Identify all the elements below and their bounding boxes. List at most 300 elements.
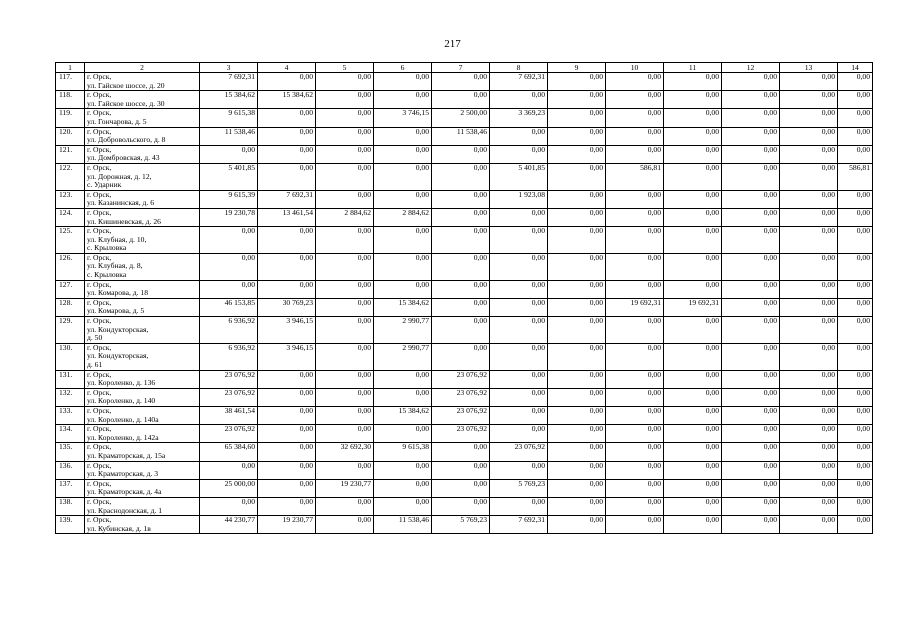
value-cell: 0,00	[374, 253, 432, 280]
value-cell: 0,00	[664, 109, 722, 127]
value-cell: 0,00	[664, 208, 722, 226]
column-header: 6	[374, 63, 432, 73]
address-line: ул. Клубная, д. 10,	[87, 234, 147, 244]
value-cell: 0,00	[374, 280, 432, 298]
value-cell: 0,00	[490, 343, 548, 370]
value-cell: 0,00	[374, 163, 432, 190]
value-cell: 0,00	[258, 443, 316, 461]
value-cell: 0,00	[606, 388, 664, 406]
address-line: г. Орск,	[87, 108, 112, 118]
value-cell: 0,00	[432, 280, 490, 298]
address-line: ул. Короленко, д. 140а	[87, 414, 159, 424]
value-cell: 0,00	[606, 208, 664, 226]
value-cell: 0,00	[548, 298, 606, 316]
value-cell: 0,00	[722, 127, 780, 145]
value-cell: 0,00	[780, 127, 838, 145]
value-cell: 13 461,54	[258, 208, 316, 226]
row-number: 121.	[56, 145, 85, 163]
value-cell: 0,00	[780, 388, 838, 406]
value-cell: 0,00	[548, 280, 606, 298]
value-cell: 0,00	[664, 317, 722, 344]
value-cell: 0,00	[316, 388, 374, 406]
value-cell: 0,00	[258, 497, 316, 515]
value-cell: 0,00	[780, 253, 838, 280]
header-row	[56, 63, 873, 73]
value-cell: 0,00	[606, 516, 664, 534]
address-line: ул. Гончарова, д. 5	[87, 116, 147, 126]
value-cell: 0,00	[548, 388, 606, 406]
table-row	[56, 109, 873, 127]
value-cell: 0,00	[374, 370, 432, 388]
value-cell: 0,00	[258, 370, 316, 388]
value-cell: 0,00	[490, 145, 548, 163]
address-line: г. Орск,	[87, 515, 112, 525]
address-cell	[85, 127, 200, 145]
address-cell	[85, 280, 200, 298]
value-cell: 0,00	[200, 461, 258, 479]
value-cell: 0,00	[432, 145, 490, 163]
value-cell: 23 076,92	[200, 388, 258, 406]
value-cell: 0,00	[258, 109, 316, 127]
value-cell: 19 230,77	[316, 479, 374, 497]
value-cell: 0,00	[838, 406, 873, 424]
value-cell: 0,00	[838, 443, 873, 461]
value-cell: 0,00	[200, 145, 258, 163]
value-cell: 3 946,15	[258, 317, 316, 344]
table-row	[56, 73, 873, 91]
value-cell: 0,00	[548, 145, 606, 163]
value-cell: 0,00	[606, 91, 664, 109]
value-cell: 0,00	[722, 343, 780, 370]
value-cell: 0,00	[664, 163, 722, 190]
value-cell: 6 936,92	[200, 317, 258, 344]
value-cell: 0,00	[258, 280, 316, 298]
value-cell: 0,00	[838, 145, 873, 163]
value-cell: 0,00	[664, 91, 722, 109]
value-cell: 23 076,92	[432, 406, 490, 424]
row-number: 136.	[56, 461, 85, 479]
row-number: 128.	[56, 298, 85, 316]
value-cell: 38 461,54	[200, 406, 258, 424]
address-line: ул. Казанинская, д. 6	[87, 198, 155, 208]
address-line: ул. Кондукторская,	[87, 324, 149, 334]
address-line: г. Орск,	[87, 190, 112, 199]
address-line: ул. Клубная, д. 8,	[87, 261, 143, 271]
address-cell	[85, 370, 200, 388]
value-cell: 0,00	[374, 425, 432, 443]
value-cell: 0,00	[606, 497, 664, 515]
value-cell: 0,00	[432, 190, 490, 208]
table-row	[56, 280, 873, 298]
value-cell: 0,00	[432, 461, 490, 479]
row-number: 126.	[56, 253, 85, 280]
value-cell: 0,00	[722, 461, 780, 479]
table-row	[56, 343, 873, 370]
column-header: 10	[606, 63, 664, 73]
value-cell: 0,00	[606, 127, 664, 145]
value-cell: 0,00	[490, 91, 548, 109]
value-cell: 0,00	[838, 109, 873, 127]
address-cell	[85, 317, 200, 344]
value-cell: 0,00	[838, 227, 873, 254]
value-cell: 0,00	[316, 461, 374, 479]
value-cell: 23 076,92	[432, 388, 490, 406]
value-cell: 0,00	[316, 343, 374, 370]
value-cell: 0,00	[606, 253, 664, 280]
row-number: 135.	[56, 443, 85, 461]
value-cell: 0,00	[780, 208, 838, 226]
value-cell: 19 692,31	[664, 298, 722, 316]
value-cell: 0,00	[432, 208, 490, 226]
value-cell: 0,00	[432, 343, 490, 370]
address-line: ул. Гайское шоссе, д. 30	[87, 98, 165, 108]
value-cell: 0,00	[664, 479, 722, 497]
row-number: 123.	[56, 190, 85, 208]
value-cell: 19 230,77	[258, 516, 316, 534]
value-cell: 0,00	[490, 425, 548, 443]
address-line: г. Орск,	[87, 406, 112, 415]
column-header: 5	[316, 63, 374, 73]
value-cell: 0,00	[664, 406, 722, 424]
value-cell: 0,00	[374, 145, 432, 163]
value-cell: 0,00	[664, 127, 722, 145]
row-number: 133.	[56, 406, 85, 424]
table-row	[56, 253, 873, 280]
value-cell: 0,00	[722, 425, 780, 443]
value-cell: 0,00	[258, 73, 316, 91]
value-cell: 9 615,38	[374, 443, 432, 461]
address-line: ул. Короленко, д. 142а	[87, 432, 159, 442]
address-line: ул. Домбровская, д. 43	[87, 153, 160, 163]
value-cell: 0,00	[374, 227, 432, 254]
address-line: г. Орск,	[87, 479, 112, 488]
value-cell: 0,00	[548, 343, 606, 370]
value-cell: 7 692,31	[490, 73, 548, 91]
address-line: г. Орск,	[87, 370, 112, 379]
value-cell: 0,00	[258, 253, 316, 280]
value-cell: 0,00	[374, 479, 432, 497]
table-row	[56, 227, 873, 254]
value-cell: 0,00	[316, 253, 374, 280]
value-cell: 23 076,92	[200, 370, 258, 388]
value-cell: 0,00	[664, 190, 722, 208]
value-cell: 0,00	[432, 73, 490, 91]
value-cell: 0,00	[316, 317, 374, 344]
value-cell: 0,00	[838, 298, 873, 316]
value-cell: 0,00	[548, 479, 606, 497]
value-cell: 0,00	[548, 253, 606, 280]
address-cell	[85, 109, 200, 127]
value-cell: 0,00	[838, 425, 873, 443]
value-cell: 0,00	[722, 190, 780, 208]
value-cell: 0,00	[374, 127, 432, 145]
column-header: 11	[664, 63, 722, 73]
value-cell: 0,00	[722, 479, 780, 497]
value-cell: 0,00	[838, 461, 873, 479]
row-number: 134.	[56, 425, 85, 443]
value-cell: 586,81	[606, 163, 664, 190]
value-cell: 0,00	[316, 298, 374, 316]
value-cell: 5 769,23	[432, 516, 490, 534]
value-cell: 0,00	[780, 425, 838, 443]
value-cell: 0,00	[316, 190, 374, 208]
value-cell: 0,00	[780, 406, 838, 424]
address-line: г. Орск,	[87, 163, 112, 172]
value-cell: 0,00	[722, 317, 780, 344]
table-row	[56, 516, 873, 534]
address-cell	[85, 227, 200, 254]
address-line: ул. Короленко, д. 140	[87, 396, 156, 406]
value-cell: 15 384,62	[374, 298, 432, 316]
value-cell: 0,00	[838, 370, 873, 388]
value-cell: 0,00	[722, 388, 780, 406]
value-cell: 0,00	[490, 388, 548, 406]
value-cell: 7 692,31	[258, 190, 316, 208]
value-cell: 0,00	[548, 127, 606, 145]
value-cell: 2 990,77	[374, 343, 432, 370]
value-cell: 0,00	[838, 127, 873, 145]
address-line: г. Орск,	[87, 343, 112, 352]
value-cell: 0,00	[838, 343, 873, 370]
value-cell: 0,00	[258, 388, 316, 406]
value-cell: 0,00	[316, 91, 374, 109]
value-cell: 2 884,62	[374, 208, 432, 226]
address-line: ул. Кишиневская, д. 26	[87, 216, 161, 226]
value-cell: 0,00	[548, 190, 606, 208]
value-cell: 0,00	[722, 497, 780, 515]
value-cell: 0,00	[490, 497, 548, 515]
value-cell: 15 384,62	[374, 406, 432, 424]
address-cell	[85, 443, 200, 461]
address-line: с. Крыловка	[87, 270, 127, 280]
value-cell: 15 384,62	[258, 91, 316, 109]
column-header: 14	[838, 63, 873, 73]
value-cell: 5 401,85	[490, 163, 548, 190]
value-cell: 0,00	[316, 370, 374, 388]
value-cell: 0,00	[722, 208, 780, 226]
value-cell: 0,00	[722, 163, 780, 190]
value-cell: 0,00	[490, 370, 548, 388]
value-cell: 0,00	[838, 317, 873, 344]
row-number: 122.	[56, 163, 85, 190]
column-header: 7	[432, 63, 490, 73]
value-cell: 19 692,31	[606, 298, 664, 316]
value-cell: 0,00	[606, 343, 664, 370]
value-cell: 0,00	[548, 109, 606, 127]
address-line: ул. Комарова, д. 5	[87, 306, 145, 316]
value-cell: 0,00	[780, 343, 838, 370]
value-cell: 0,00	[606, 317, 664, 344]
address-cell	[85, 343, 200, 370]
value-cell: 9 615,39	[200, 190, 258, 208]
value-cell: 0,00	[258, 227, 316, 254]
value-cell: 0,00	[374, 190, 432, 208]
value-cell: 0,00	[664, 388, 722, 406]
address-cell	[85, 145, 200, 163]
address-line: г. Орск,	[87, 208, 112, 217]
address-line: ул. Гайское шоссе, д. 20	[87, 80, 165, 90]
value-cell: 0,00	[374, 497, 432, 515]
value-cell: 23 076,92	[200, 425, 258, 443]
column-header: 8	[490, 63, 548, 73]
value-cell: 0,00	[316, 163, 374, 190]
value-cell: 0,00	[316, 227, 374, 254]
value-cell: 5 769,23	[490, 479, 548, 497]
value-cell: 0,00	[258, 479, 316, 497]
row-number: 130.	[56, 343, 85, 370]
value-cell: 0,00	[606, 109, 664, 127]
column-header: 2	[85, 63, 200, 73]
address-line: г. Орск,	[87, 226, 112, 236]
value-cell: 0,00	[316, 280, 374, 298]
table-row	[56, 91, 873, 109]
address-line: д. 50	[87, 333, 103, 343]
address-line: г. Орск,	[87, 298, 112, 307]
value-cell: 32 692,30	[316, 443, 374, 461]
value-cell: 0,00	[490, 208, 548, 226]
address-cell	[85, 516, 200, 534]
address-cell	[85, 461, 200, 479]
value-cell: 0,00	[374, 461, 432, 479]
value-cell: 23 076,92	[432, 425, 490, 443]
value-cell: 0,00	[722, 280, 780, 298]
column-header: 12	[722, 63, 780, 73]
value-cell: 0,00	[258, 127, 316, 145]
table-row	[56, 443, 873, 461]
address-line: г. Орск,	[87, 253, 112, 262]
value-cell: 0,00	[780, 479, 838, 497]
value-cell: 0,00	[838, 190, 873, 208]
value-cell: 0,00	[722, 91, 780, 109]
value-cell: 0,00	[258, 163, 316, 190]
value-cell: 9 615,38	[200, 109, 258, 127]
value-cell: 0,00	[432, 163, 490, 190]
value-cell: 0,00	[548, 227, 606, 254]
value-cell: 0,00	[200, 280, 258, 298]
row-number: 117.	[56, 73, 85, 91]
value-cell: 0,00	[780, 227, 838, 254]
table-row	[56, 370, 873, 388]
value-cell: 0,00	[664, 443, 722, 461]
value-cell: 0,00	[838, 280, 873, 298]
value-cell: 0,00	[606, 443, 664, 461]
address-cell	[85, 479, 200, 497]
row-number: 131.	[56, 370, 85, 388]
value-cell: 0,00	[432, 317, 490, 344]
value-cell: 0,00	[258, 406, 316, 424]
table-row	[56, 298, 873, 316]
value-cell: 0,00	[722, 145, 780, 163]
value-cell: 0,00	[200, 227, 258, 254]
row-number: 129.	[56, 317, 85, 344]
value-cell: 0,00	[780, 163, 838, 190]
value-cell: 0,00	[316, 127, 374, 145]
address-line: ул. Краматорская, д. 15а	[87, 450, 166, 460]
value-cell: 0,00	[664, 461, 722, 479]
value-cell: 0,00	[722, 516, 780, 534]
address-line: г. Орск,	[87, 388, 112, 397]
value-cell: 0,00	[664, 73, 722, 91]
value-cell: 0,00	[838, 479, 873, 497]
table-row	[56, 163, 873, 190]
value-cell: 0,00	[664, 425, 722, 443]
value-cell: 0,00	[664, 343, 722, 370]
value-cell: 5 401,85	[200, 163, 258, 190]
value-cell: 0,00	[606, 190, 664, 208]
address-line: г. Орск,	[87, 424, 112, 434]
value-cell: 0,00	[316, 109, 374, 127]
value-cell: 0,00	[606, 425, 664, 443]
value-cell: 0,00	[780, 190, 838, 208]
value-cell: 0,00	[548, 516, 606, 534]
address-line: ул. Краматорская, д. 3	[87, 469, 159, 479]
value-cell: 0,00	[432, 298, 490, 316]
value-cell: 0,00	[722, 253, 780, 280]
value-cell: 0,00	[838, 73, 873, 91]
value-cell: 0,00	[606, 280, 664, 298]
table-row	[56, 127, 873, 145]
value-cell: 0,00	[548, 443, 606, 461]
address-line: ул. Дорожная, д. 12,	[87, 171, 152, 181]
value-cell: 0,00	[722, 443, 780, 461]
table-row	[56, 190, 873, 208]
address-line: г. Орск,	[87, 280, 112, 289]
value-cell: 25 000,00	[200, 479, 258, 497]
address-cell	[85, 406, 200, 424]
address-cell	[85, 208, 200, 226]
value-cell: 65 384,60	[200, 443, 258, 461]
address-line: ул. Добровольского, д. 8	[87, 135, 166, 145]
data-table	[55, 62, 873, 534]
value-cell: 0,00	[432, 443, 490, 461]
value-cell: 7 692,31	[200, 73, 258, 91]
value-cell: 0,00	[722, 227, 780, 254]
value-cell: 0,00	[780, 461, 838, 479]
table-row	[56, 406, 873, 424]
address-line: г. Орск,	[87, 127, 112, 136]
value-cell: 0,00	[664, 516, 722, 534]
value-cell: 7 692,31	[490, 516, 548, 534]
value-cell: 0,00	[664, 145, 722, 163]
table-row	[56, 388, 873, 406]
value-cell: 0,00	[316, 73, 374, 91]
address-line: д. 61	[87, 360, 103, 369]
value-cell: 3 746,15	[374, 109, 432, 127]
address-line: ул. Кубинская, д. 1в	[87, 523, 151, 533]
value-cell: 0,00	[780, 109, 838, 127]
value-cell: 0,00	[606, 461, 664, 479]
value-cell: 23 076,92	[432, 370, 490, 388]
value-cell: 30 769,23	[258, 298, 316, 316]
row-number: 132.	[56, 388, 85, 406]
value-cell: 0,00	[432, 497, 490, 515]
value-cell: 0,00	[548, 163, 606, 190]
address-cell	[85, 497, 200, 515]
value-cell: 2 990,77	[374, 317, 432, 344]
value-cell: 11 538,46	[200, 127, 258, 145]
value-cell: 2 500,00	[432, 109, 490, 127]
table-row	[56, 425, 873, 443]
value-cell: 0,00	[490, 253, 548, 280]
value-cell: 0,00	[548, 317, 606, 344]
address-line: г. Орск,	[87, 461, 112, 470]
value-cell: 0,00	[664, 280, 722, 298]
value-cell: 3 946,15	[258, 343, 316, 370]
table-row	[56, 317, 873, 344]
address-cell	[85, 298, 200, 316]
address-cell	[85, 163, 200, 190]
address-line: г. Орск,	[87, 497, 112, 506]
